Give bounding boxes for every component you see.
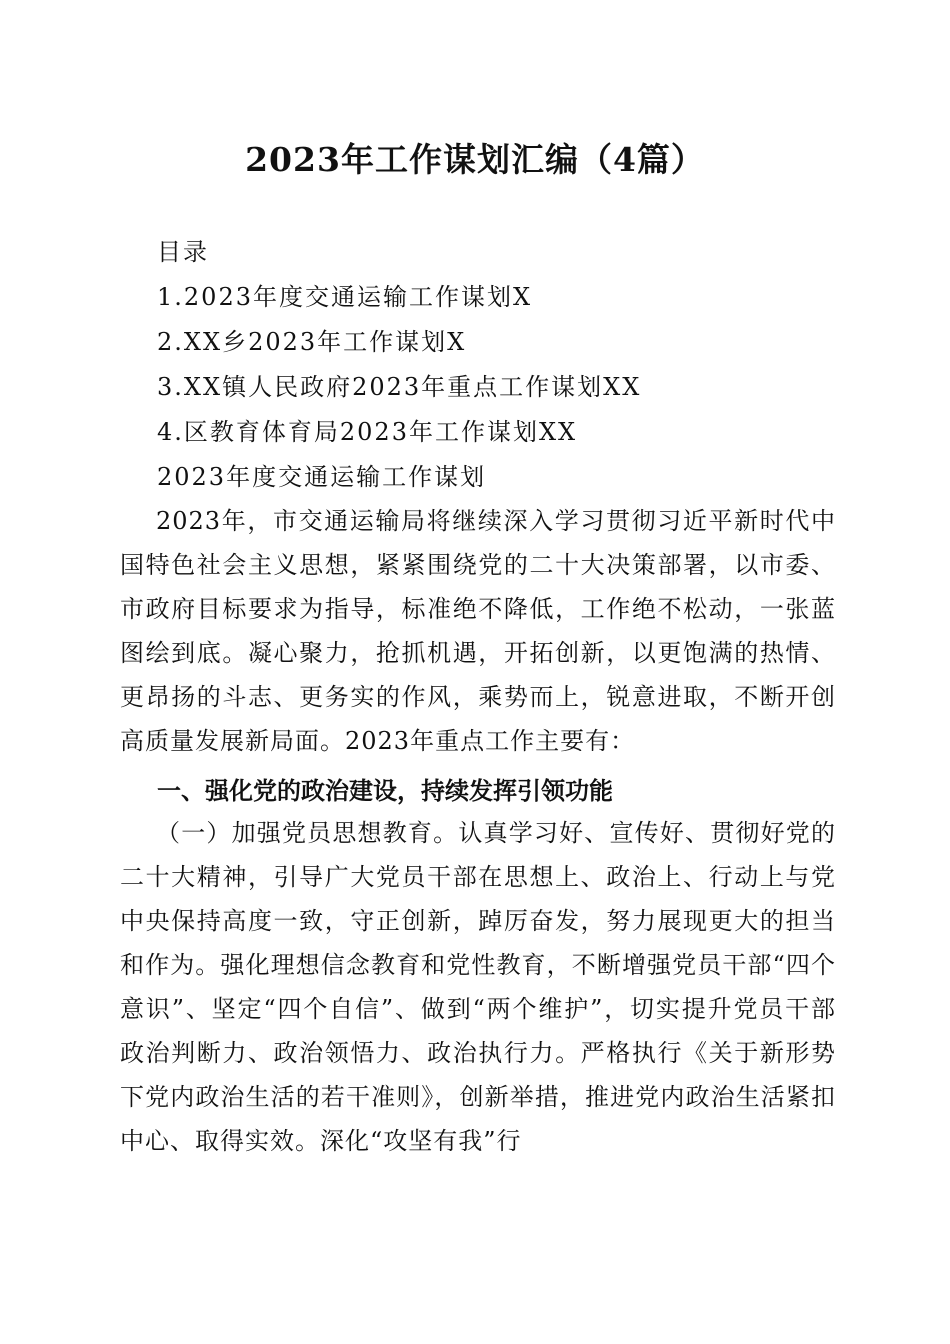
sub-heading-1: （一）加强党员思想教育。 [156, 819, 459, 847]
paragraph-1 [120, 811, 836, 1163]
toc-label: 目录 [157, 238, 209, 266]
toc-item-4: 4.区教育体育局2023年工作谋划XX [157, 418, 578, 446]
toc-item-2: 2.XX乡2023年工作谋划X [157, 328, 467, 356]
section-title: 2023年度交通运输工作谋划 [157, 463, 487, 491]
toc-item-3: 3.XX镇人民政府2023年重点工作谋划XX [157, 373, 642, 401]
document-title: 2023年工作谋划汇编（4篇） [245, 140, 705, 179]
paragraph-1-text: 认真学习好、宣传好、贯彻好党的二十大精神，引导广大党员干部在思想上、政治上、行动上与党中央保持高度一致，守正创新，踔厉奋发，努力展现更大的担当和作为。强化理想信念教育和党性教育，不断增强党员干部“四个意识”、坚定“四个自信”、做到“两个维护”，切实提升党员干部政治判断力、政治领悟力、政治执行力。严格执行《关于新形势下党内政治生活的若干准则》，创新举措，推进党内政治生活紧扣中心、取得实效。深化“攻坚有我”行 [120, 819, 837, 1155]
heading-1: 一、强化党的政治建设，持续发挥引领功能 [157, 777, 613, 805]
toc-item-1: 1.2023年度交通运输工作谋划X [157, 283, 533, 311]
intro-paragraph: 2023年，市交通运输局将继续深入学习贯彻习近平新时代中国特色社会主义思想，紧紧围绕党的二十大决策部署，以市委、市政府目标要求为指导，标准绝不降低，工作绝不松动，一张蓝图绘到底。凝心聚力，抢抓机遇，开拓创新，以更饱满的热情、更昂扬的斗志、更务实的作风，乘势而上，锐意进取，不断开创高质量发展新局面。2023年重点工作主要有： [120, 507, 836, 755]
